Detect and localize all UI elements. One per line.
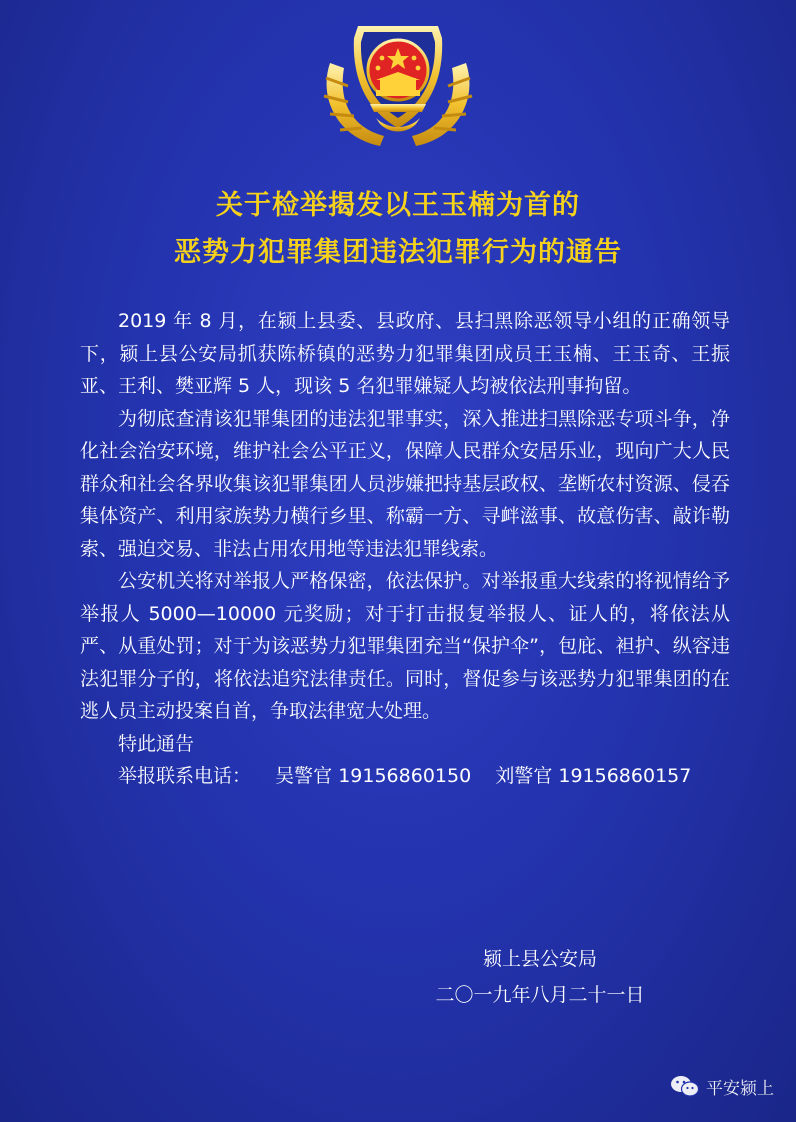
- wechat-icon: [670, 1074, 700, 1098]
- issuing-authority: 颍上县公安局: [482, 948, 597, 970]
- paragraph-rewards: 公安机关将对举报人严格保密，依法保护。对举报重大线索的将视情给予举报人 5000—10000 元奖励；对于打击报复举报人、证人的，将依法从严、从重处罚；对于为该恶势力犯罪集团充当“保护伞”，包庇、袒护、纵容违法犯罪分子的，将依法追究法律责任。同时，督促参与该恶势力犯罪集团的在逃人员主动投案自首，争取法律宽大处理。: [80, 570, 730, 722]
- notice-title-line1: 关于检举揭发以王玉楠为首的: [216, 190, 580, 221]
- paragraph-clue-collection: 为彻底查清该犯罪集团的违法犯罪事实，深入推进扫黑除恶专项斗争，净化社会治安环境，维护社会公平正义，保障人民群众安居乐业，现向广大人民群众和社会各界收集该犯罪集团人员涉嫌把持基层政权、垄断农村资源、侵吞集体资产、利用家族势力横行乡里、称霸一方、寻衅滋事、故意伤害、敲诈勒索、强迫交易、非法占用农用地等违法犯罪线索。: [80, 407, 730, 560]
- police-badge-icon: [318, 18, 478, 158]
- notice-body: [80, 305, 730, 793]
- paragraph-arrests: 2019 年 8 月，在颍上县委、县政府、县扫黑除恶领导小组的正确领导下，颍上县公安局抓获陈桥镇的恶势力犯罪集团成员王玉楠、王玉奇、王振亚、王利、樊亚辉 5 人，现该 5 名犯罪嫌疑人均被依法刑事拘留。: [80, 310, 730, 397]
- issue-date: 二〇一九年八月二十一日: [435, 984, 645, 1006]
- watermark-account-name: 平安颍上: [706, 1078, 774, 1099]
- report-contact-line: 举报联系电话： 吴警官 19156860150 刘警官 19156860157: [118, 765, 692, 787]
- notice-closing: 特此通告: [118, 732, 195, 755]
- wechat-watermark: [670, 1072, 774, 1100]
- notice-title-line2: 恶势力犯罪集团违法犯罪行为的通告: [174, 237, 622, 268]
